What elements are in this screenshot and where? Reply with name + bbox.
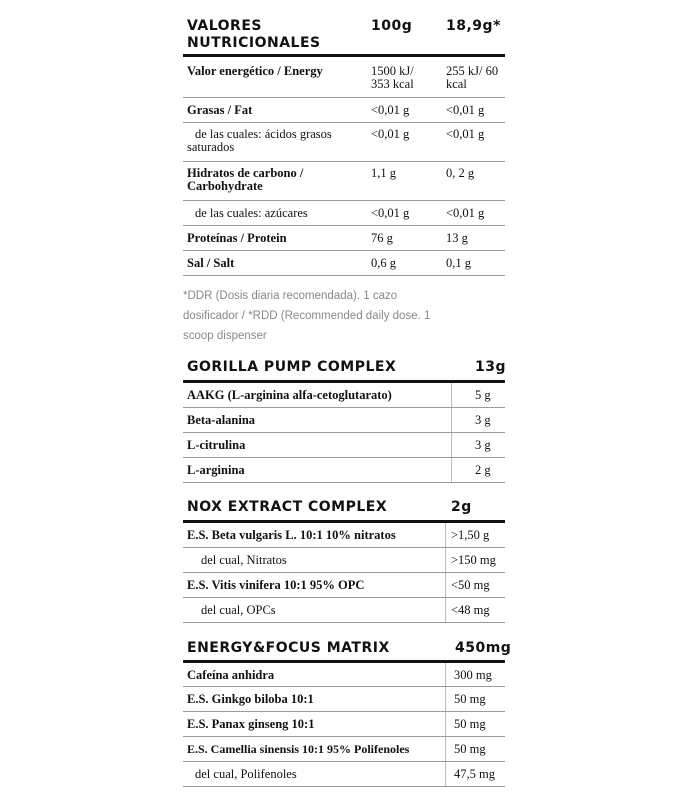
row-label: Proteínas / Protein [187, 231, 287, 245]
row-value-serving: 255 kJ/ 60 kcal [446, 64, 499, 91]
table-row [183, 458, 505, 483]
energy-focus-table [183, 638, 512, 787]
row-label: E.S. Beta vulgaris L. 10:1 10% nitratos [187, 528, 396, 542]
table-row [183, 663, 505, 687]
row-value-100g: 1500 kJ/ 353 kcal [371, 64, 414, 91]
row-value-100g: 1,1 g [371, 166, 396, 180]
row-label: del cual, Nitratos [201, 553, 287, 567]
row-label: L-citrulina [187, 438, 246, 452]
row-value-serving: 13 g [446, 231, 468, 245]
row-label: del cual, OPCs [201, 603, 276, 617]
row-value-serving: <0,01 g [446, 127, 485, 141]
table-row [183, 548, 505, 573]
energy-total: 450mg [455, 640, 512, 656]
row-value: 300 mg [454, 668, 492, 682]
row-label: E.S. Ginkgo biloba 10:1 [187, 692, 314, 706]
row-value: <50 mg [451, 578, 490, 592]
table-row [183, 573, 505, 598]
row-value: 50 mg [454, 692, 486, 706]
row-value-100g: <0,01 g [371, 206, 410, 220]
column-header-serving: 18,9g* [446, 18, 501, 34]
table-row [183, 598, 505, 623]
table-row [183, 687, 505, 712]
column-header-100g: 100g [371, 18, 413, 34]
row-label: E.S. Camellia sinensis 10:1 95% Polifenoles [187, 742, 410, 756]
row-value-serving: <0,01 g [446, 206, 485, 220]
nutrition-header [183, 18, 505, 57]
row-value: 5 g [475, 388, 491, 402]
table-row [183, 123, 505, 162]
nutrition-table [183, 18, 505, 276]
row-value-100g: <0,01 g [371, 103, 410, 117]
table-row [183, 523, 505, 548]
gorilla-header [183, 358, 505, 383]
row-label: del cual, Polifenoles [195, 767, 297, 781]
row-label: E.S. Panax ginseng 10:1 [187, 717, 315, 731]
row-value-serving: 0, 2 g [446, 166, 475, 180]
energy-title: ENERGY&FOCUS MATRIX [187, 640, 390, 656]
table-row [183, 57, 505, 98]
table-row [183, 762, 505, 787]
row-label: Cafeína anhidra [187, 668, 275, 682]
row-value-100g: <0,01 g [371, 127, 410, 141]
nutrition-title-line2: NUTRICIONALES [187, 35, 321, 51]
row-label: de las cuales: ácidos grasos saturados [187, 127, 332, 154]
table-row [183, 98, 505, 123]
row-value-100g: 0,6 g [371, 256, 396, 270]
row-value: 2 g [475, 463, 491, 477]
table-row [183, 737, 505, 762]
row-label: Valor energético / Energy [187, 64, 323, 78]
row-value: >1,50 g [451, 528, 490, 542]
table-row [183, 251, 505, 276]
row-label: Sal / Salt [187, 256, 235, 270]
energy-header [183, 638, 512, 663]
row-value-100g: 76 g [371, 231, 393, 245]
row-label: AAKG (L-arginina alfa-cetoglutarato) [187, 388, 392, 402]
nutrition-title-line1: VALORES [187, 18, 262, 34]
row-label: Grasas / Fat [187, 103, 253, 117]
table-row [183, 226, 505, 251]
table-row [183, 408, 505, 433]
row-label: E.S. Vitis vinifera 10:1 95% OPC [187, 578, 365, 592]
row-value: 50 mg [454, 742, 486, 756]
row-label: L-arginina [187, 463, 245, 477]
rdd-footnote: *DDR (Dosis diaria recomendada). 1 cazo dosificador / *RDD (Recommended daily dose. 1 scoop dispenser [183, 290, 431, 342]
gorilla-title: GORILLA PUMP COMPLEX [187, 359, 397, 375]
nox-header [183, 498, 505, 523]
row-value: <48 mg [451, 603, 490, 617]
row-value: 47,5 mg [454, 767, 495, 781]
table-row [183, 433, 505, 458]
table-row [183, 712, 505, 737]
gorilla-pump-table [183, 358, 505, 483]
row-label: Beta-alanina [187, 413, 256, 427]
row-label: de las cuales: azúcares [195, 206, 308, 220]
row-value: 50 mg [454, 717, 486, 731]
row-value: 3 g [475, 438, 491, 452]
nox-title: NOX EXTRACT COMPLEX [187, 499, 388, 515]
row-value: >150 mg [451, 553, 496, 567]
nox-extract-table [183, 498, 505, 623]
table-row [183, 201, 505, 226]
row-value-serving: 0,1 g [446, 256, 471, 270]
row-label: Hidratos de carbono / Carbohydrate [187, 166, 304, 193]
row-value-serving: <0,01 g [446, 103, 485, 117]
row-value: 3 g [475, 413, 491, 427]
table-row [183, 162, 505, 201]
gorilla-total: 13g [475, 359, 507, 375]
nox-total: 2g [451, 499, 472, 515]
table-row [183, 383, 505, 408]
